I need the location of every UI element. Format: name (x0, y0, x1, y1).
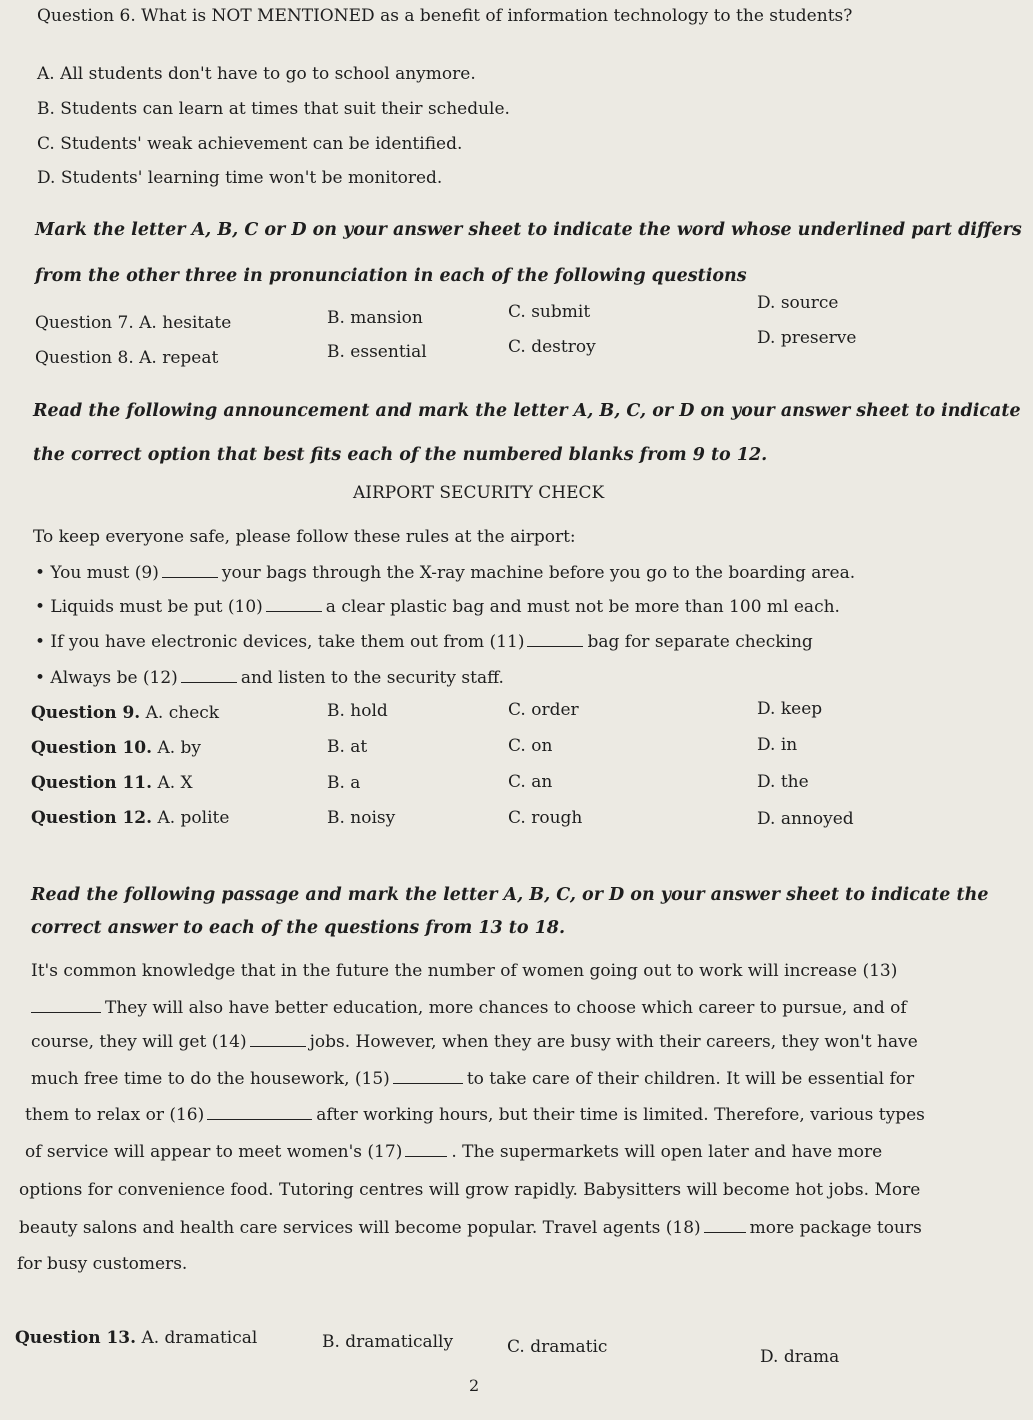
q7-option-d: D. source (757, 293, 839, 313)
passage-line-6: of service will appear to meet women's (17) . The supermarkets will open later and have more (25, 1142, 883, 1162)
q8-option-d: D. preserve (757, 328, 857, 348)
announcement-instruction-2: the correct option that best fits each of the numbered blanks from 9 to 12. (33, 445, 768, 465)
q10-option-c: C. on (508, 736, 553, 756)
q9-option-d: D. keep (757, 699, 823, 719)
q13-option-d: D. drama (760, 1347, 840, 1367)
q12-option-b: B. noisy (327, 808, 396, 828)
q8-option-b: B. essential (327, 342, 427, 362)
q7-option-c: C. submit (508, 302, 591, 322)
q8-label-a: Question 8. A. repeat (35, 348, 219, 368)
announcement-title: AIRPORT SECURITY CHECK (353, 483, 605, 503)
q9-label-a: Question 9. A. check (31, 703, 220, 723)
q8-option-c: C. destroy (508, 337, 596, 357)
announcement-intro: To keep everyone safe, please follow these rules at the airport: (33, 527, 576, 547)
q10-option-b: B. at (327, 737, 368, 757)
passage-line-9: for busy customers. (17, 1254, 188, 1274)
q11-option-b: B. a (327, 773, 361, 793)
pronunciation-instruction-1: Mark the letter A, B, C or D on your answer sheet to indicate the word whose underlined part differs (35, 220, 1022, 240)
q7-label-a: Question 7. A. hesitate (35, 313, 232, 333)
q12-option-d: D. annoyed (757, 809, 854, 829)
announcement-bullet-11: • If you have electronic devices, take them out from (11) bag for separate checking (35, 632, 813, 652)
announcement-instruction-1: Read the following announcement and mark the letter A, B, C, or D on your answer sheet to indicate (33, 401, 1021, 421)
q11-option-d: D. the (757, 772, 809, 792)
q10-option-d: D. in (757, 735, 798, 755)
passage-line-1: It's common knowledge that in the future the number of women going out to work will increase (13) (31, 961, 898, 981)
q13-label-a: Question 13. A. dramatical (15, 1328, 258, 1348)
announcement-bullet-10: • Liquids must be put (10) a clear plastic bag and must not be more than 100 ml each. (35, 597, 840, 617)
q13-option-b: B. dramatically (322, 1332, 454, 1352)
passage-line-8: beauty salons and health care services will become popular. Travel agents (18) more package tours (19, 1218, 922, 1238)
passage-instruction-2: correct answer to each of the questions from 13 to 18. (31, 918, 566, 938)
passage-line-2: They will also have better education, more chances to choose which career to pursue, and of (31, 998, 1033, 1018)
q11-option-c: C. an (508, 772, 553, 792)
passage-line-4: much free time to do the housework, (15) to take care of their children. It will be essential for (31, 1069, 915, 1089)
pronunciation-instruction-2: from the other three in pronunciation in each of the following questions (35, 266, 747, 286)
q11-label-a: Question 11. A. X (31, 773, 193, 793)
passage-line-7: options for convenience food. Tutoring centres will grow rapidly. Babysitters will become hot jobs. More (19, 1180, 921, 1200)
q9-option-c: C. order (508, 700, 579, 720)
q6-stem: Question 6. What is NOT MENTIONED as a benefit of information technology to the students? (37, 6, 853, 26)
passage-instruction-1: Read the following passage and mark the letter A, B, C, or D on your answer sheet to indicate the (31, 885, 989, 905)
passage-line-5: them to relax or (16) after working hours, but their time is limited. Therefore, various types (25, 1105, 925, 1125)
q13-option-c: C. dramatic (507, 1337, 608, 1357)
q12-label-a: Question 12. A. polite (31, 808, 230, 828)
announcement-bullet-12: • Always be (12) and listen to the security staff. (35, 668, 504, 688)
q7-option-b: B. mansion (327, 308, 423, 328)
q6-option-c: C. Students' weak achievement can be identified. (37, 134, 463, 154)
q6-option-d: D. Students' learning time won't be monitored. (37, 168, 443, 188)
announcement-bullet-9: • You must (9) your bags through the X-ray machine before you go to the boarding area. (35, 563, 856, 583)
q9-option-b: B. hold (327, 701, 388, 721)
q6-option-b: B. Students can learn at times that suit their schedule. (37, 99, 510, 119)
q10-label-a: Question 10. A. by (31, 738, 202, 758)
q12-option-c: C. rough (508, 808, 583, 828)
passage-line-3: course, they will get (14) jobs. However, when they are busy with their careers, they won't have (31, 1032, 918, 1052)
page-number: 2 (469, 1376, 480, 1395)
q6-option-a: A. All students don't have to go to school anymore. (37, 64, 476, 84)
